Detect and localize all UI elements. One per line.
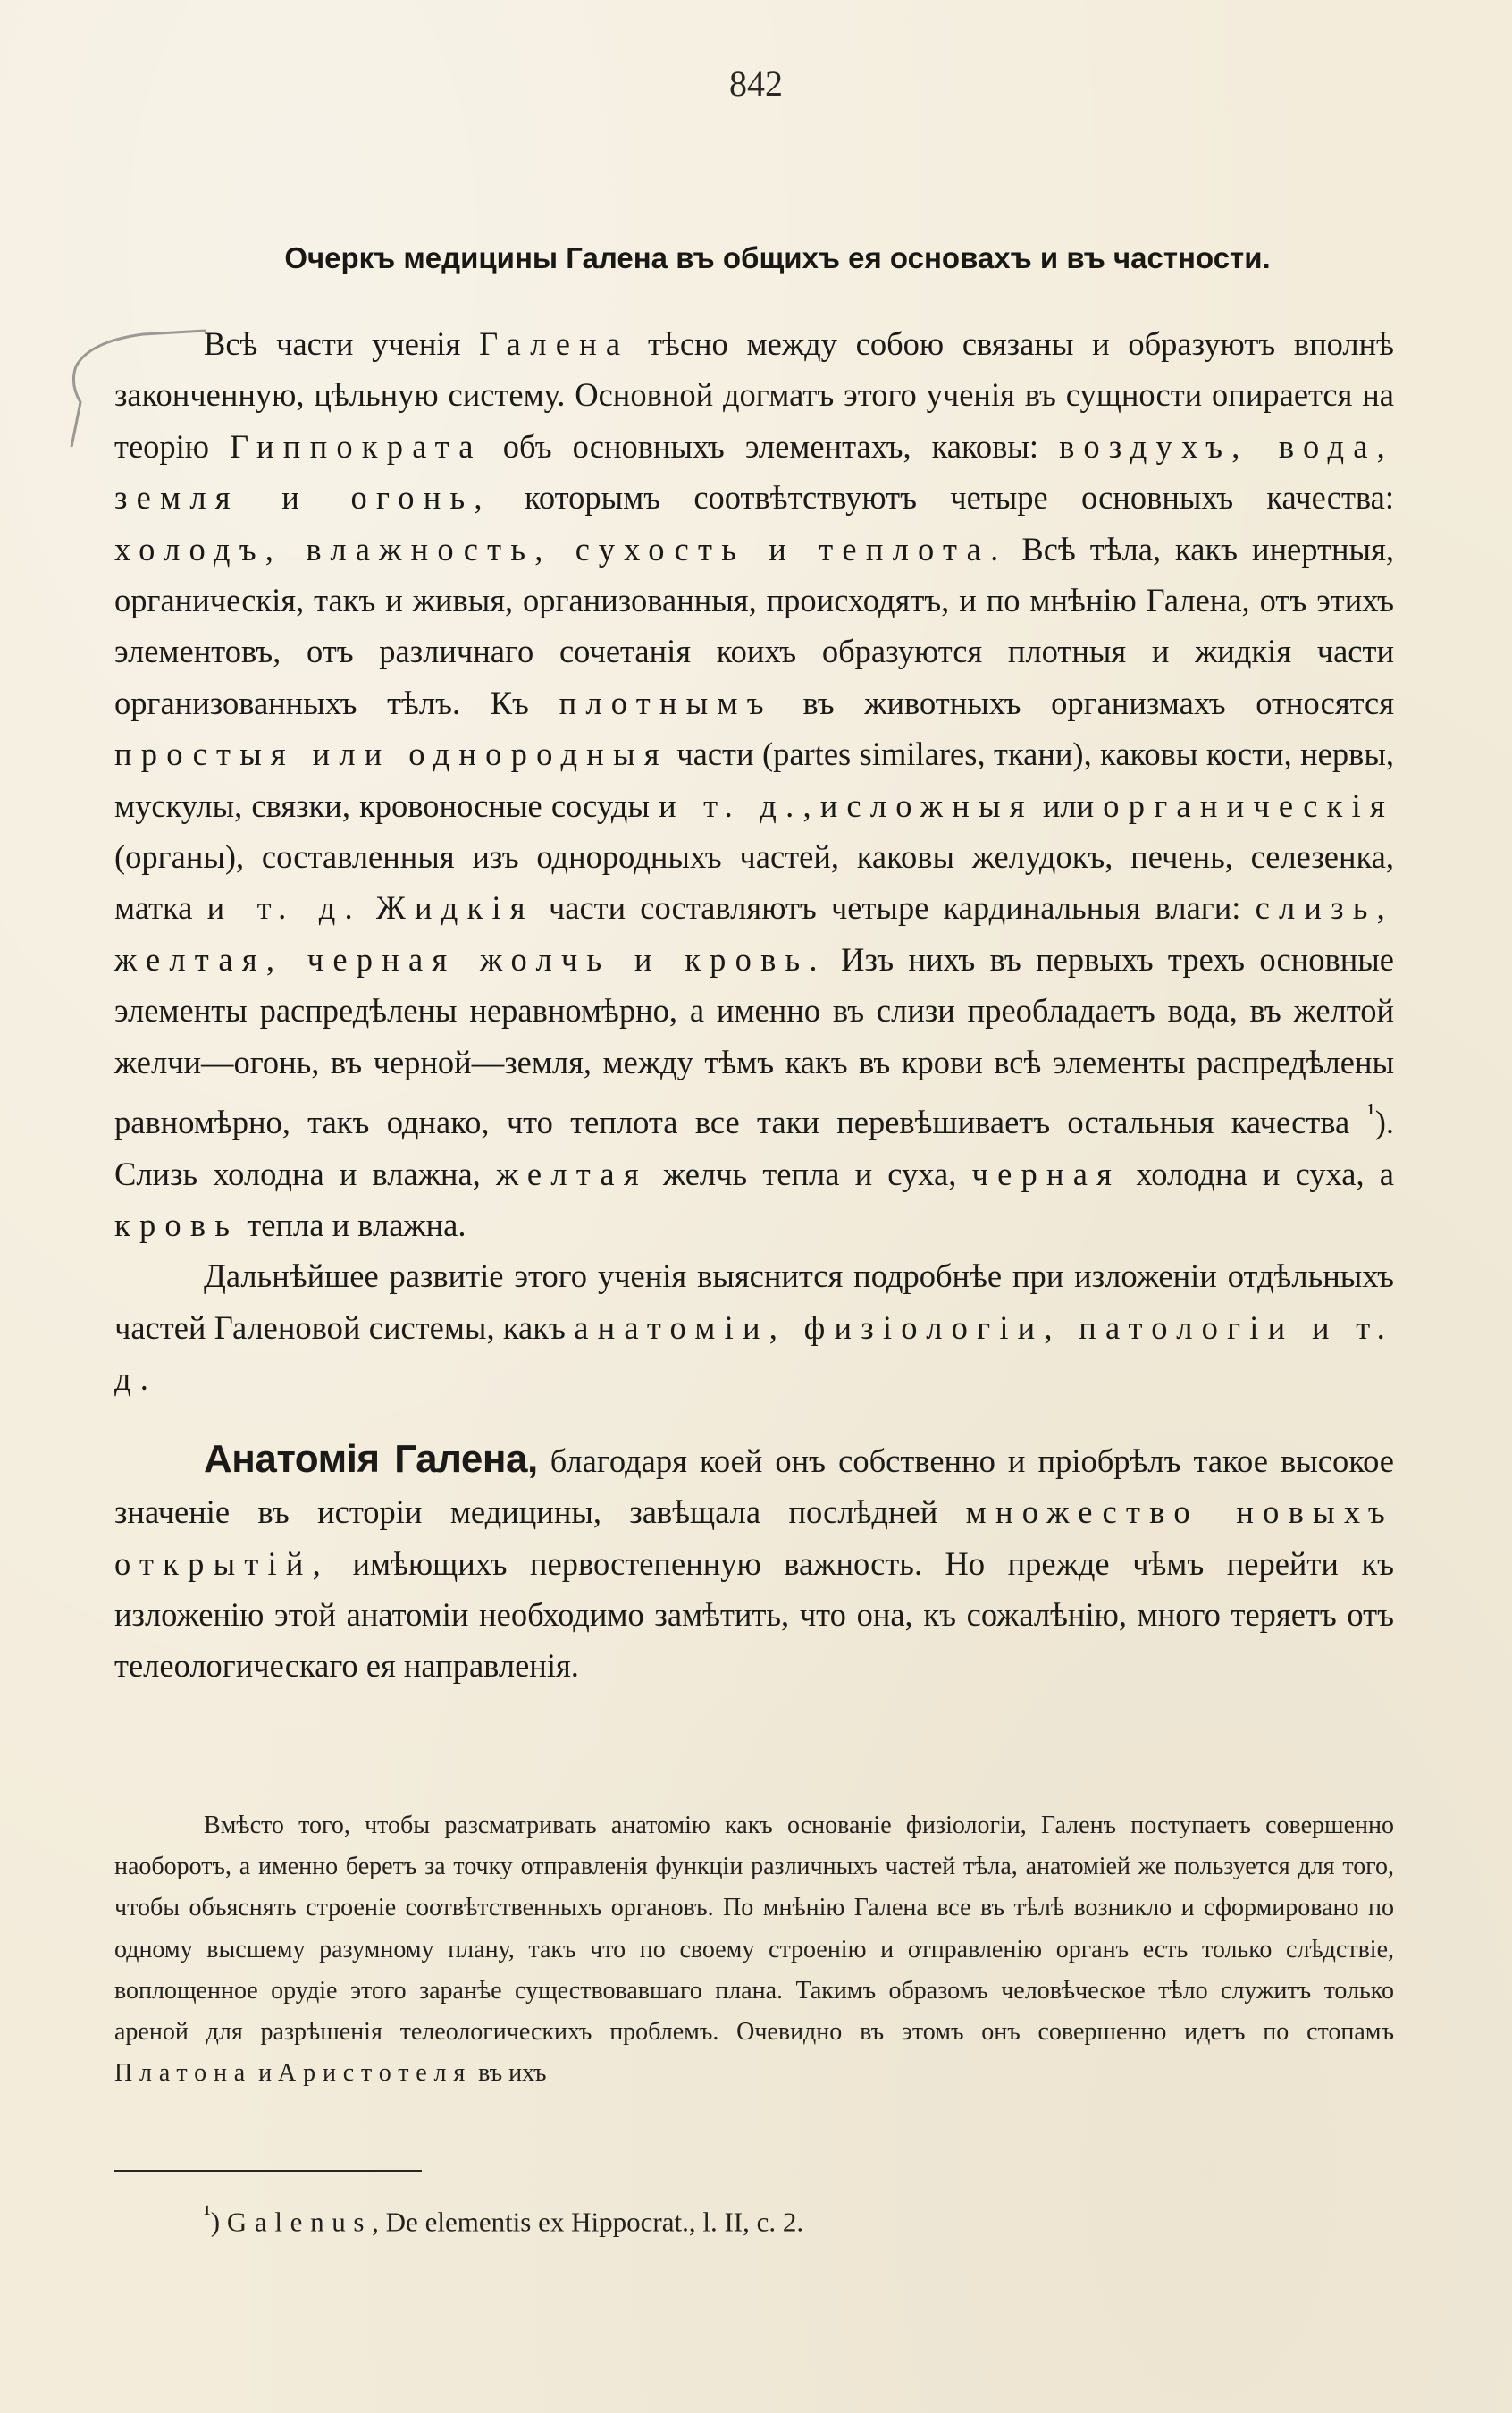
small-print-text <box>114 1805 1394 2094</box>
anatomy-heading: Анатомія Галена, <box>204 1436 538 1481</box>
text-run: части (partes similares, ткани), каковы кости, нервы, мускулы, связки, кровоносные сосуды <box>114 736 1394 824</box>
text-run: благодаря коей онъ собственно и пріобрѣлъ такое высокое значеніе въ исторіи медицины, завѣщала послѣдней <box>114 1442 1394 1531</box>
spaced-term: черная <box>971 1155 1121 1192</box>
text-run: Изъ нихъ въ первыхъ трехъ основные элементы распредѣлены неравномѣрно, а именно въ слизи преобладаетъ вода, въ желтой желчи—огонь, въ черной—земля, между тѣмъ какъ въ крови всѣ элементы распредѣлены равномѣрно, такъ однако, что теплота все таки перевѣшиваетъ остальныя качества <box>114 940 1394 1141</box>
text-run: имѣющихъ первостепенную важность. Но прежде чѣмъ перейти къ изложенію этой анатоміи необходимо замѣтить, что она, къ сожалѣнію, много теряетъ отъ телеологическаго ея направленія. <box>114 1544 1394 1685</box>
spaced-name: Гиппократа <box>230 427 483 465</box>
footnote-divider <box>114 2170 422 2172</box>
footnote-text: , De elementis ex Hippocrat., l. II, c. 2. <box>372 2206 804 2238</box>
section-title: Очеркъ медицины Галена въ общихъ ея основахъ и въ частности. <box>284 241 1271 274</box>
spaced-term: плотнымъ <box>559 684 773 721</box>
page-number: 842 <box>729 63 783 104</box>
spaced-name: Аристотеля <box>278 2059 473 2088</box>
text-run: (органы), составленныя изъ однородныхъ частей, каковы желудокъ, печень, селезенка, матка <box>114 838 1394 927</box>
paragraph-anatomy <box>114 1434 1394 1692</box>
text-run: или <box>1033 786 1104 824</box>
text-run: желчь тепла и суха, <box>647 1155 972 1192</box>
text-run: объ основныхъ элементахъ, каковы: <box>482 427 1060 465</box>
text-run: холодна и суха, а <box>1121 1155 1395 1192</box>
text-run: Вмѣсто того, чтобы разсматривать анатомію какъ основаніе физіологіи, Галенъ поступаетъ совершенно наоборотъ, а именно беретъ за точку отправленія функціи различныхъ частей тѣла, анатоміей же пользуется для того, чтобы объяснять строеніе соотвѣтственныхъ органовъ. По мнѣнію Галена все въ тѣлѣ возникло и сформировано по одному высшему разумному плану, такъ что по своему строенію и отправленію органъ есть только слѣдствіе, воплощенное орудіе этого заранѣе существовавшаго плана. Такимъ образомъ человѣческое тѣло служитъ только ареной для разрѣшенія телеологическихъ проблемъ. Очевидно въ этомъ онъ совершенно идетъ по стопамъ <box>114 1812 1394 2047</box>
text-run: и <box>252 2059 279 2088</box>
spaced-term: воздухъ, вода, земля и огонь, <box>114 427 1394 517</box>
spaced-term: множество новыхъ открытій, <box>114 1493 1395 1582</box>
spaced-term: Жидкія <box>376 889 534 927</box>
spaced-term: и т. д. <box>206 889 362 927</box>
footnote-close: ) <box>210 2206 227 2238</box>
text-run: Всѣ части ученія <box>204 325 480 362</box>
spaced-term: простыя или однородныя <box>114 736 668 773</box>
spaced-name: Платона <box>114 2059 253 2088</box>
spaced-name: Галена <box>479 325 630 362</box>
text-run: тѣсно между собою связаны и образуютъ вполнѣ законченную, цѣльную систему. Основной догматъ этого ученія въ сущности опирается на теорію <box>114 325 1394 465</box>
spaced-term: желтая <box>495 1155 648 1192</box>
text-run: въ животныхъ организмахъ относятся <box>772 684 1394 721</box>
paragraph-elements <box>114 318 1394 1250</box>
text-run: тепла и влажна. <box>239 1206 466 1244</box>
text-run: которымъ соотвѣтствуютъ четыре основныхъ качества: <box>491 479 1395 517</box>
paragraph-teleology <box>114 1805 1394 2094</box>
spaced-term: анатоміи, физіологіи, патологіи и т. д. <box>114 1308 1394 1398</box>
main-text <box>114 318 1394 1692</box>
spaced-term: и т. д. <box>659 786 803 824</box>
spaced-term: органическія <box>1103 786 1394 824</box>
spaced-term: кровь <box>114 1206 239 1244</box>
footnote-author: Galenus <box>226 2206 373 2238</box>
text-run: Всѣ тѣла, какъ инертныя, органическія, такъ и живыя, организованныя, происходятъ, и по мнѣнію Галена, отъ этихъ элементовъ, отъ различнаго сочетанія коихъ образуются плотныя и жидкія части организованныхъ тѣлъ. Къ <box>114 530 1394 721</box>
text-run: ). Слизь холодна и влажна, <box>114 1104 1394 1192</box>
footnote <box>204 2194 1365 2241</box>
spaced-term: холодъ, влажность, сухость и теплота. <box>114 530 1008 568</box>
text-run: въ ихъ <box>472 2059 547 2088</box>
text-run <box>362 889 376 926</box>
paragraph-further <box>114 1250 1394 1404</box>
spaced-term: сложныя <box>846 786 1034 824</box>
spaced-term: слизь, желтая, черная жолчь и кровь. <box>114 889 1395 978</box>
text-run: Дальнѣйшее развитіе этого ученія выяснится подробнѣе при изложеніи отдѣльныхъ частей Галеновой системы, какъ <box>114 1257 1394 1346</box>
text-run: , и <box>802 786 847 824</box>
footnote-ref: ¹ <box>1366 1097 1375 1129</box>
text-run: части составляютъ четыре кардинальныя влаги: <box>533 889 1256 927</box>
footnote-marker: ¹ <box>204 2200 211 2226</box>
